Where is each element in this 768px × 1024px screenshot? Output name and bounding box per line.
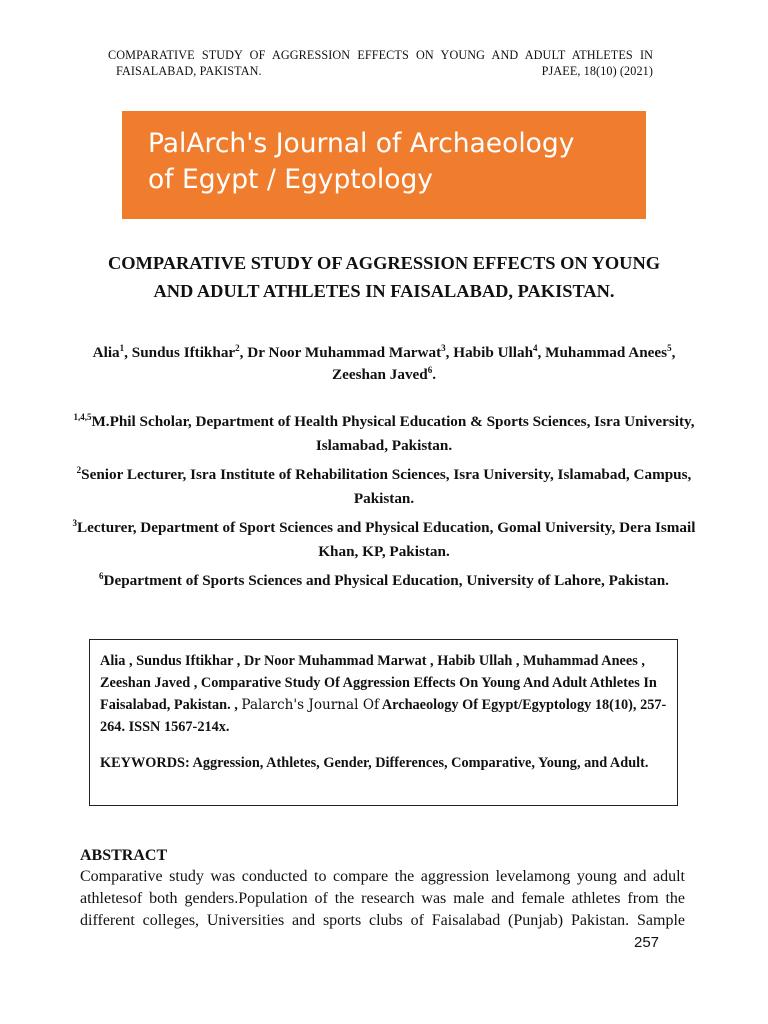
affiliation (72, 410, 696, 458)
running-header (108, 47, 653, 79)
author-sup: 1 (119, 343, 125, 353)
author-sup: 5 (667, 343, 672, 353)
author-separator: , (537, 344, 546, 361)
citation-details: Archaeology Of Egypt/Egyptology 18(10), 257-264. ISSN 1567-214x. (100, 697, 667, 735)
affiliation (72, 463, 696, 511)
author-name: Muhammad Anees (545, 344, 668, 361)
author-list (80, 342, 688, 386)
affiliation-sup: 6 (99, 571, 104, 581)
author-name: Sundus Iftikhar (131, 344, 236, 361)
author-name: Zeeshan Javed (331, 366, 428, 383)
abstract-section (80, 846, 685, 932)
banner-line-1: PalArch's Journal of Archaeology (148, 128, 575, 159)
author-sup: 4 (533, 343, 538, 353)
journal-banner-logo (122, 111, 646, 219)
author-name: Alia (92, 344, 120, 361)
author-separator: , (124, 344, 132, 361)
author-sup: 6 (427, 365, 433, 375)
paper-title-line-1: COMPARATIVE STUDY OF AGGRESSION EFFECTS ON YOUNG (107, 253, 661, 273)
author-name: Dr Noor Muhammad Marwat (247, 344, 442, 361)
page-number: 257 (634, 934, 660, 951)
author-name: Habib Ullah (453, 344, 534, 361)
running-header-journal-ref: PJAEE, 18(10) (2021) (541, 64, 653, 78)
author-separator: , (239, 344, 248, 361)
affiliation-sup: 1,4,5 (73, 412, 92, 422)
affiliation (72, 516, 696, 564)
affiliation-text: Lecturer, Department of Sport Sciences and Physical Education, Gomal University, Dera Ismail Khan, KP, Pakistan. (77, 519, 696, 560)
affiliation-text: Senior Lecturer, Isra Institute of Rehabilitation Sciences, Isra University, Islamabad, Campus, Pakistan. (81, 466, 692, 507)
running-header-title-cont: FAISALABAD, PAKISTAN. (116, 64, 262, 78)
citation-box (89, 639, 678, 806)
abstract-text-cont: Sample (637, 912, 686, 929)
affiliation-text: M.Phil Scholar, Department of Health Physical Education & Sports Sciences, Isra University, Islamabad, Pakistan. (91, 413, 695, 454)
affiliation (72, 569, 696, 593)
author-separator: , (445, 344, 454, 361)
keywords: KEYWORDS: Aggression, Athletes, Gender, Differences, Comparative, Young, and Adult. (100, 755, 649, 771)
citation-journal-name: Palarch's Journal Of (241, 697, 380, 713)
paper-title-line-2: AND ADULT ATHLETES IN FAISALABAD, PAKISTAN. (153, 281, 615, 301)
author-separator: . (432, 366, 437, 383)
paper-title (60, 249, 708, 305)
abstract-body (80, 866, 685, 932)
author-sup: 3 (441, 343, 446, 353)
abstract-text: Comparative study was conducted to compare the aggression levelamong young and adult athletesof both genders.Population of the research was male and female athletes from the different colleges, Universities and sports clubs of Faisalabad (Punjab) Pakistan. (80, 868, 685, 929)
running-header-title: COMPARATIVE STUDY OF AGGRESSION EFFECTS ON YOUNG AND ADULT ATHLETES IN (108, 48, 653, 62)
banner-line-2: of Egypt / Egyptology (148, 164, 433, 195)
affiliation-sup: 3 (72, 518, 78, 528)
affiliation-sup: 2 (76, 465, 82, 475)
author-sup: 2 (235, 343, 240, 353)
running-header-line2 (108, 63, 653, 79)
author-separator: , (671, 344, 676, 361)
citation-authors-title: Alia , Sundus Iftikhar , Dr Noor Muhammad Marwat , Habib Ullah , Muhammad Anees , Zeeshan Javed , Comparative Study Of Aggression Effects On Young And Adult Athletes In Faisalabad, Pakistan. , (100, 653, 657, 713)
affiliation-text: Department of Sports Sciences and Physical Education, University of Lahore, Pakistan. (103, 572, 669, 589)
citation-text (100, 650, 667, 738)
abstract-heading: ABSTRACT (80, 847, 168, 864)
